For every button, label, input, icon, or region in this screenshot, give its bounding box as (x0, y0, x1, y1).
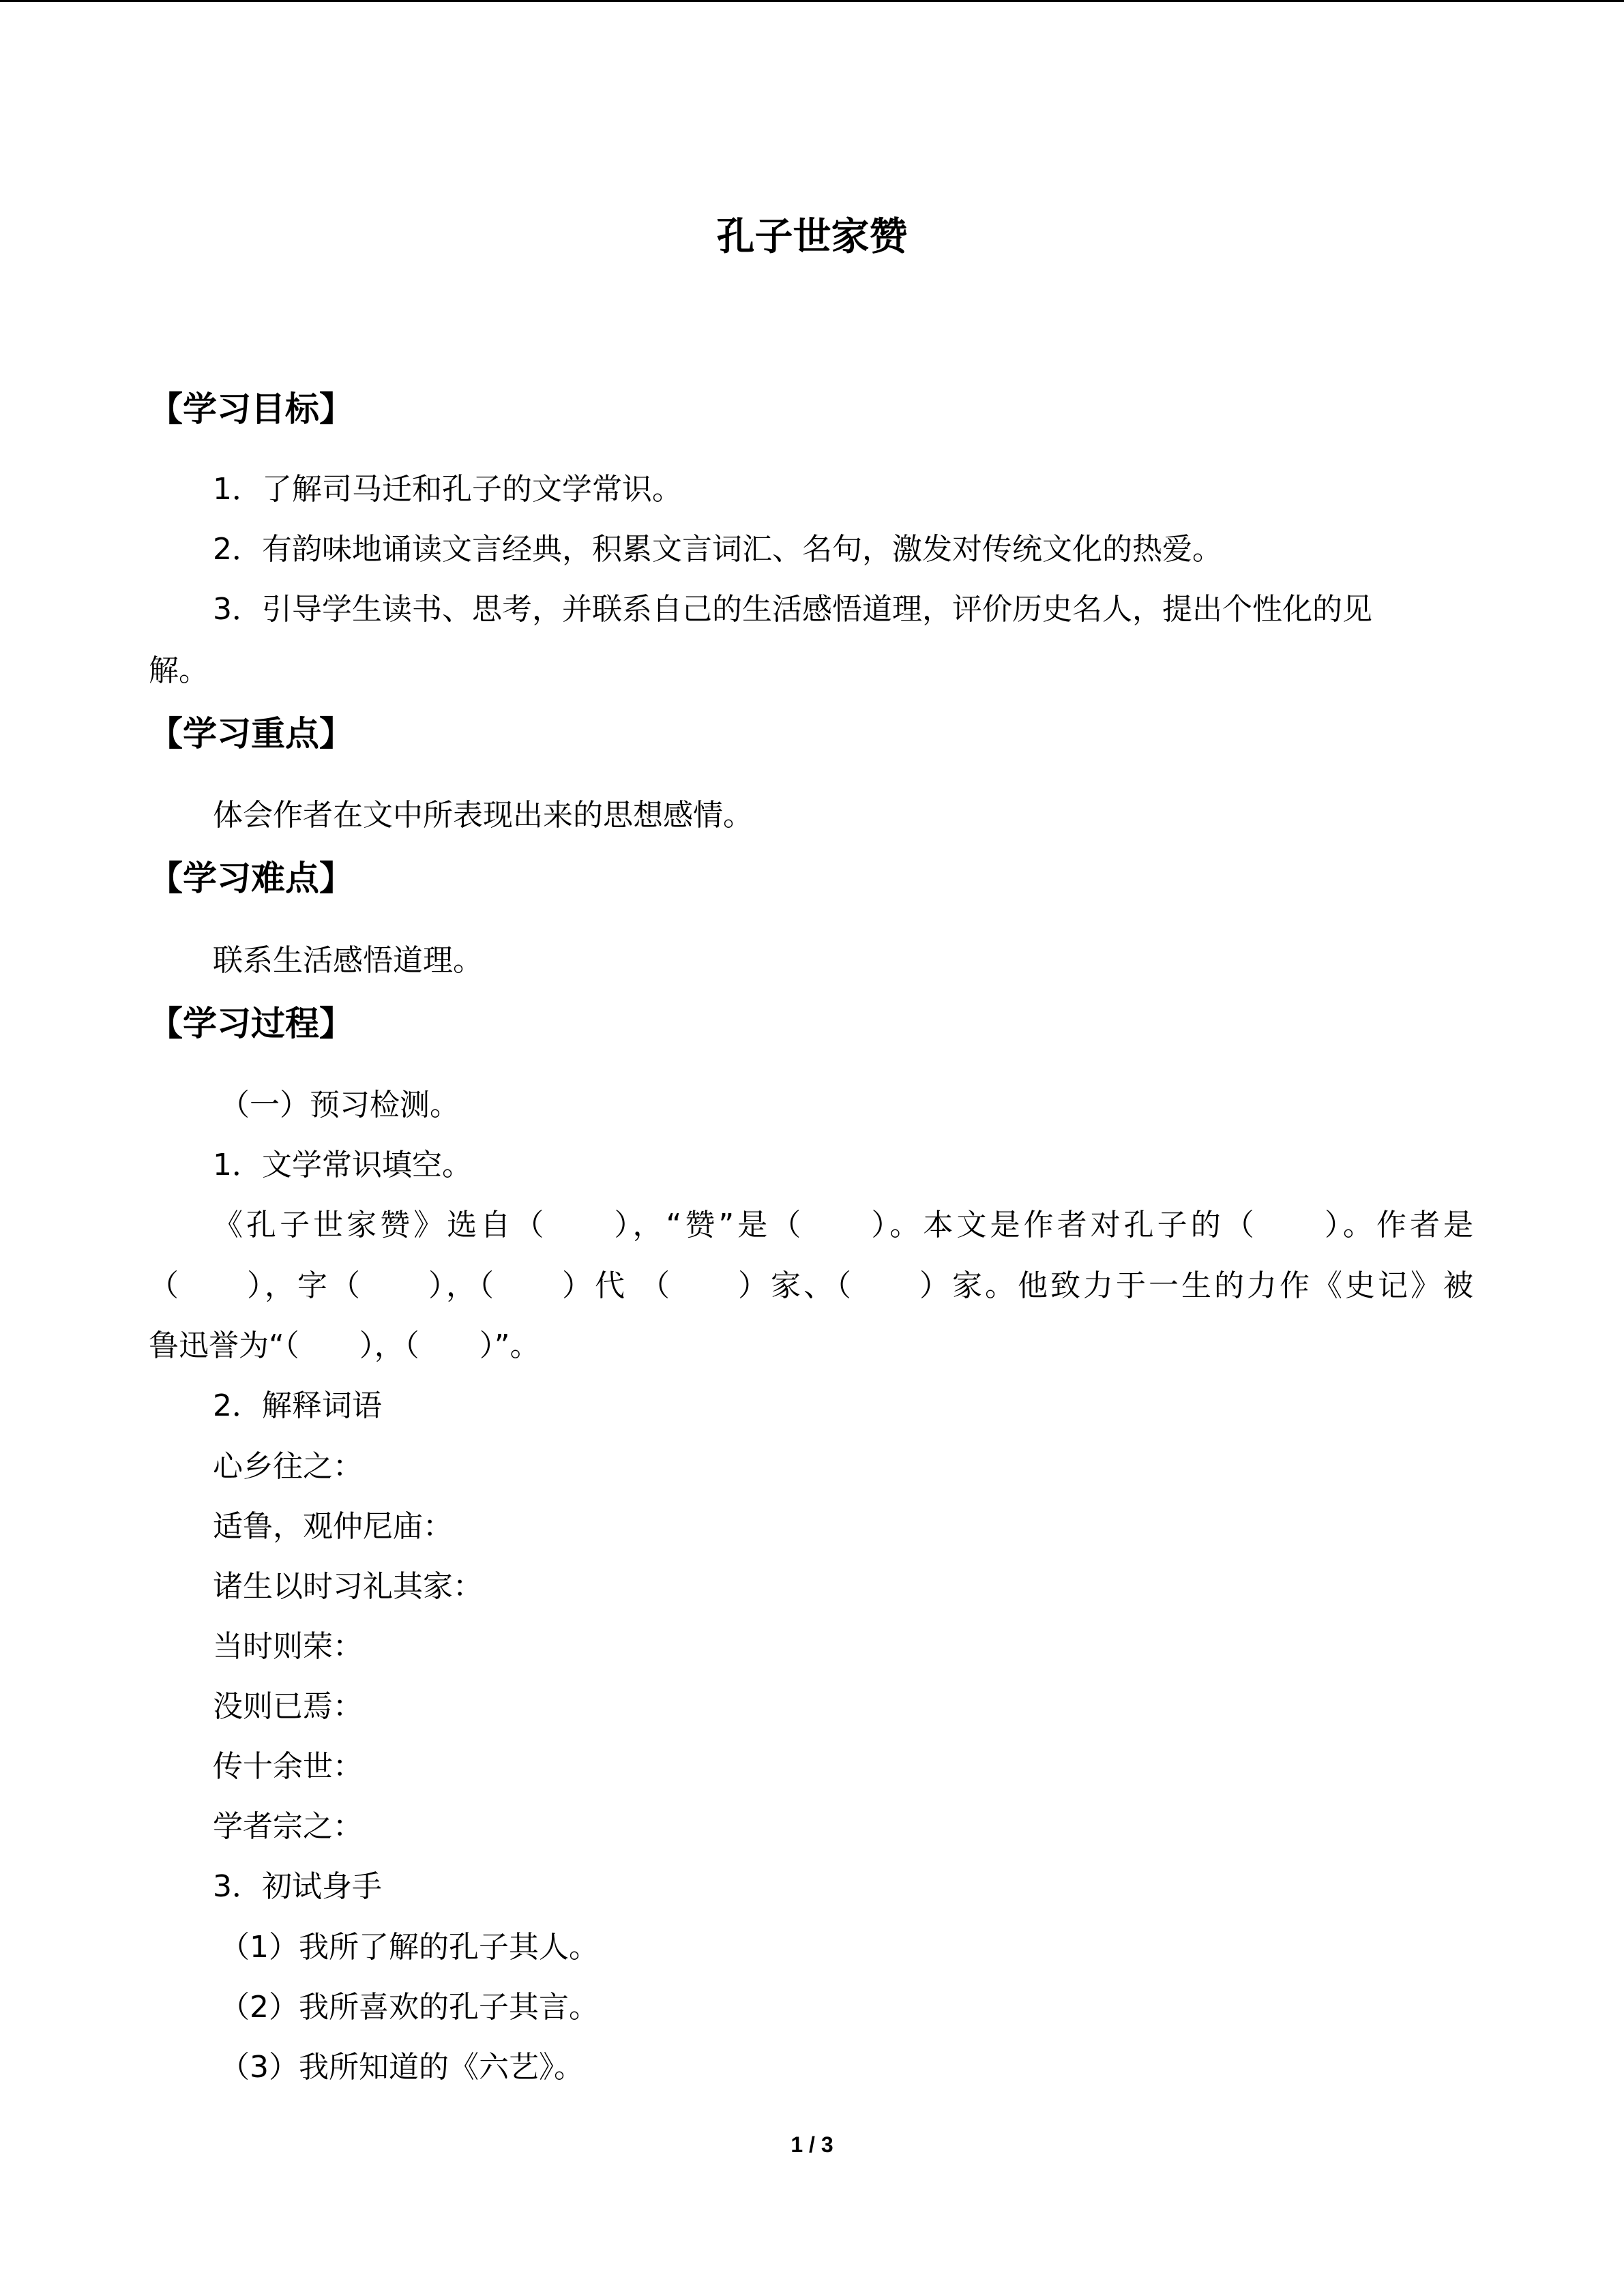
heading-learning-process: 【学习过程】 (149, 1004, 353, 1043)
document-title: 孔子世家赞 (716, 215, 908, 259)
question-3-item-2: （2）我所喜欢的孔子其言。 (220, 1990, 599, 2025)
question-1-line-2: （ ），字（ ），（ ）代 （ ）家、（ ）家。他致力于一生的力作《史记》被 (149, 1268, 1473, 1303)
difficulties-text: 联系生活感悟道理。 (213, 943, 483, 978)
vocab-item: 学者宗之： (213, 1809, 363, 1844)
page-number: 1 / 3 (791, 2132, 833, 2157)
goal-item-3-continued: 解。 (149, 653, 209, 688)
question-3-title: 3．初试身手 (213, 1869, 382, 1904)
vocab-item: 诸生以时习礼其家： (213, 1569, 483, 1604)
question-1-line-3: 鲁迅誉为“（ ），（ ）”。 (149, 1328, 540, 1363)
question-1-title: 1．文学常识填空。 (213, 1148, 472, 1182)
vocab-item: 传十余世： (213, 1749, 363, 1784)
goal-item-3: 3．引导学生读书、思考，并联系自己的生活感悟道理，评价历史名人，提出个性化的见 (213, 592, 1372, 627)
goal-item-2: 2．有韵味地诵读文言经典，积累文言词汇、名句，激发对传统文化的热爱。 (213, 532, 1222, 567)
vocab-item: 心乡往之： (213, 1449, 363, 1484)
key-points-text: 体会作者在文中所表现出来的思想感情。 (213, 798, 753, 833)
question-2-title: 2．解释词语 (213, 1388, 382, 1423)
vocab-item: 适鲁，观仲尼庙： (213, 1509, 453, 1544)
goal-item-1: 1．了解司马迁和孔子的文学常识。 (213, 472, 682, 507)
heading-difficulties: 【学习难点】 (149, 859, 353, 898)
vocab-item: 当时则荣： (213, 1629, 363, 1664)
preview-check-label: （一）预习检测。 (220, 1088, 460, 1122)
question-1-line-1: 《孔子世家赞》选自（ ），“赞”是（ ）。本文是作者对孔子的（ ）。作者是 (213, 1208, 1473, 1242)
vocab-item: 没则已焉： (213, 1689, 363, 1724)
heading-key-points: 【学习重点】 (149, 714, 353, 754)
question-3-item-3: （3）我所知道的《六艺》。 (220, 2050, 584, 2085)
question-3-item-1: （1）我所了解的孔子其人。 (220, 1930, 599, 1965)
heading-learning-goals: 【学习目标】 (149, 389, 353, 429)
